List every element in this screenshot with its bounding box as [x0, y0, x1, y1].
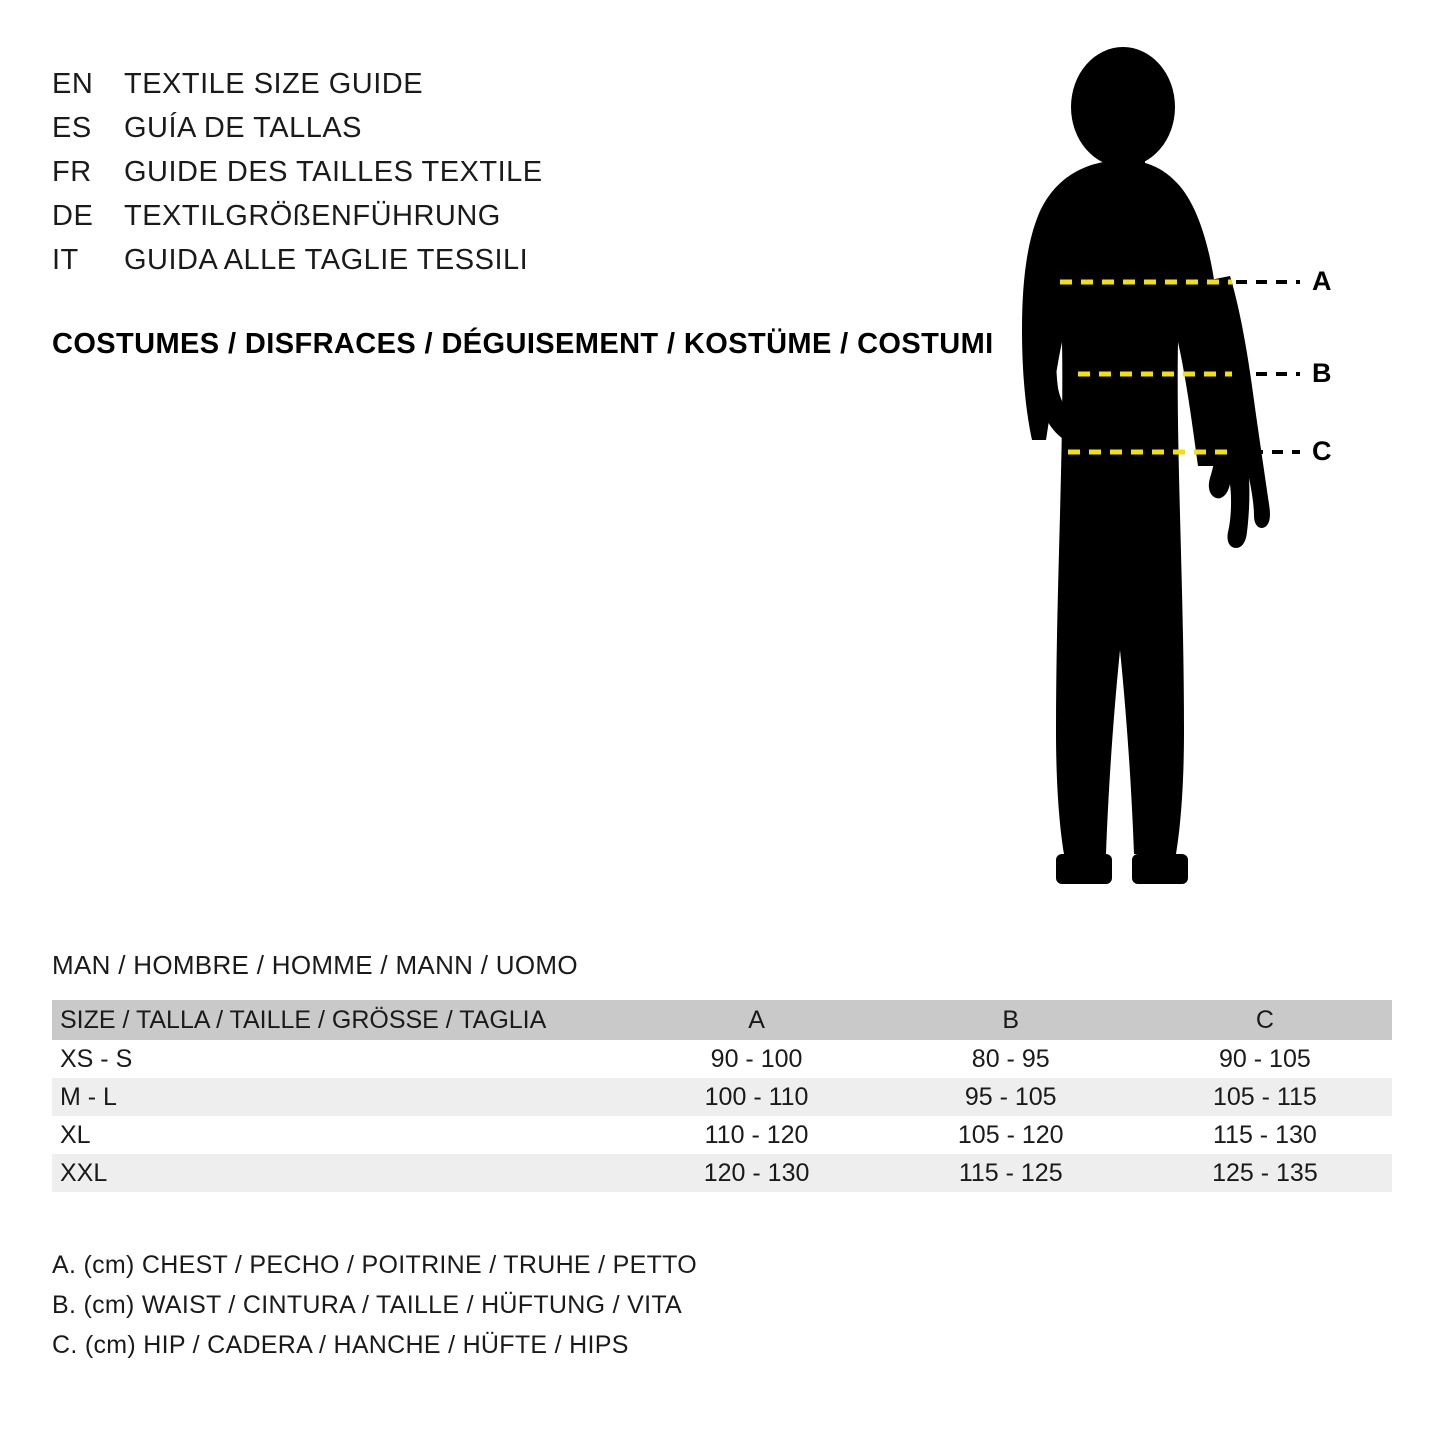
language-text-it: GUIDA ALLE TAGLIE TESSILI — [124, 244, 529, 276]
language-row-es — [52, 112, 972, 156]
language-code-fr: FR — [52, 156, 92, 188]
language-text-es: GUÍA DE TALLAS — [124, 112, 363, 144]
language-code-de: DE — [52, 200, 94, 232]
table-row — [52, 1040, 1392, 1078]
cell-b: 95 - 105 — [884, 1078, 1138, 1116]
measure-label-c: C — [1312, 436, 1332, 466]
measure-label-a: A — [1312, 266, 1332, 296]
language-code-it: IT — [52, 244, 79, 276]
cell-b: 80 - 95 — [884, 1040, 1138, 1078]
table-header-c: C — [1138, 1000, 1392, 1040]
cell-a: 100 - 110 — [629, 1078, 883, 1116]
man-silhouette-icon — [960, 30, 1380, 910]
table-section-title: MAN / HOMBRE / HOMME / MANN / UOMO — [52, 950, 578, 980]
table-row — [52, 1116, 1392, 1154]
language-code-es: ES — [52, 112, 92, 144]
cell-size: XL — [52, 1116, 629, 1154]
cell-a: 120 - 130 — [629, 1154, 883, 1192]
measure-label-b: B — [1312, 358, 1332, 388]
cell-b: 115 - 125 — [884, 1154, 1138, 1192]
language-text-en: TEXTILE SIZE GUIDE — [124, 68, 424, 100]
size-table — [52, 1000, 1392, 1192]
language-row-it — [52, 244, 972, 288]
legend-b: B. (cm) WAIST / CINTURA / TAILLE / HÜFTUNG / VITA — [52, 1291, 683, 1319]
body-measurement-figure — [960, 30, 1380, 910]
costumes-subtitle: COSTUMES / DISFRACES / DÉGUISEMENT / KOSTÜME / COSTUMI — [52, 328, 994, 360]
table-header-row — [52, 1000, 1392, 1040]
cell-size: M - L — [52, 1078, 629, 1116]
cell-c: 105 - 115 — [1138, 1078, 1392, 1116]
measurement-legend — [52, 1245, 697, 1365]
cell-a: 110 - 120 — [629, 1116, 883, 1154]
table-row — [52, 1078, 1392, 1116]
cell-a: 90 - 100 — [629, 1040, 883, 1078]
language-row-fr — [52, 156, 972, 200]
cell-c: 125 - 135 — [1138, 1154, 1392, 1192]
legend-c: C. (cm) HIP / CADERA / HANCHE / HÜFTE / HIPS — [52, 1331, 629, 1359]
table-header-a: A — [629, 1000, 883, 1040]
language-text-fr: GUIDE DES TAILLES TEXTILE — [124, 156, 543, 188]
language-row-de — [52, 200, 972, 244]
table-header-b: B — [884, 1000, 1138, 1040]
language-text-de: TEXTILGRÖßENFÜHRUNG — [124, 200, 501, 232]
table-header-size: SIZE / TALLA / TAILLE / GRÖSSE / TAGLIA — [52, 1000, 629, 1040]
language-row-en — [52, 68, 972, 112]
cell-size: XXL — [52, 1154, 629, 1192]
cell-size: XS - S — [52, 1040, 629, 1078]
language-list — [52, 68, 972, 288]
cell-b: 105 - 120 — [884, 1116, 1138, 1154]
table-row — [52, 1154, 1392, 1192]
cell-c: 115 - 130 — [1138, 1116, 1392, 1154]
cell-c: 90 - 105 — [1138, 1040, 1392, 1078]
language-code-en: EN — [52, 68, 94, 100]
legend-a: A. (cm) CHEST / PECHO / POITRINE / TRUHE / PETTO — [52, 1251, 698, 1279]
